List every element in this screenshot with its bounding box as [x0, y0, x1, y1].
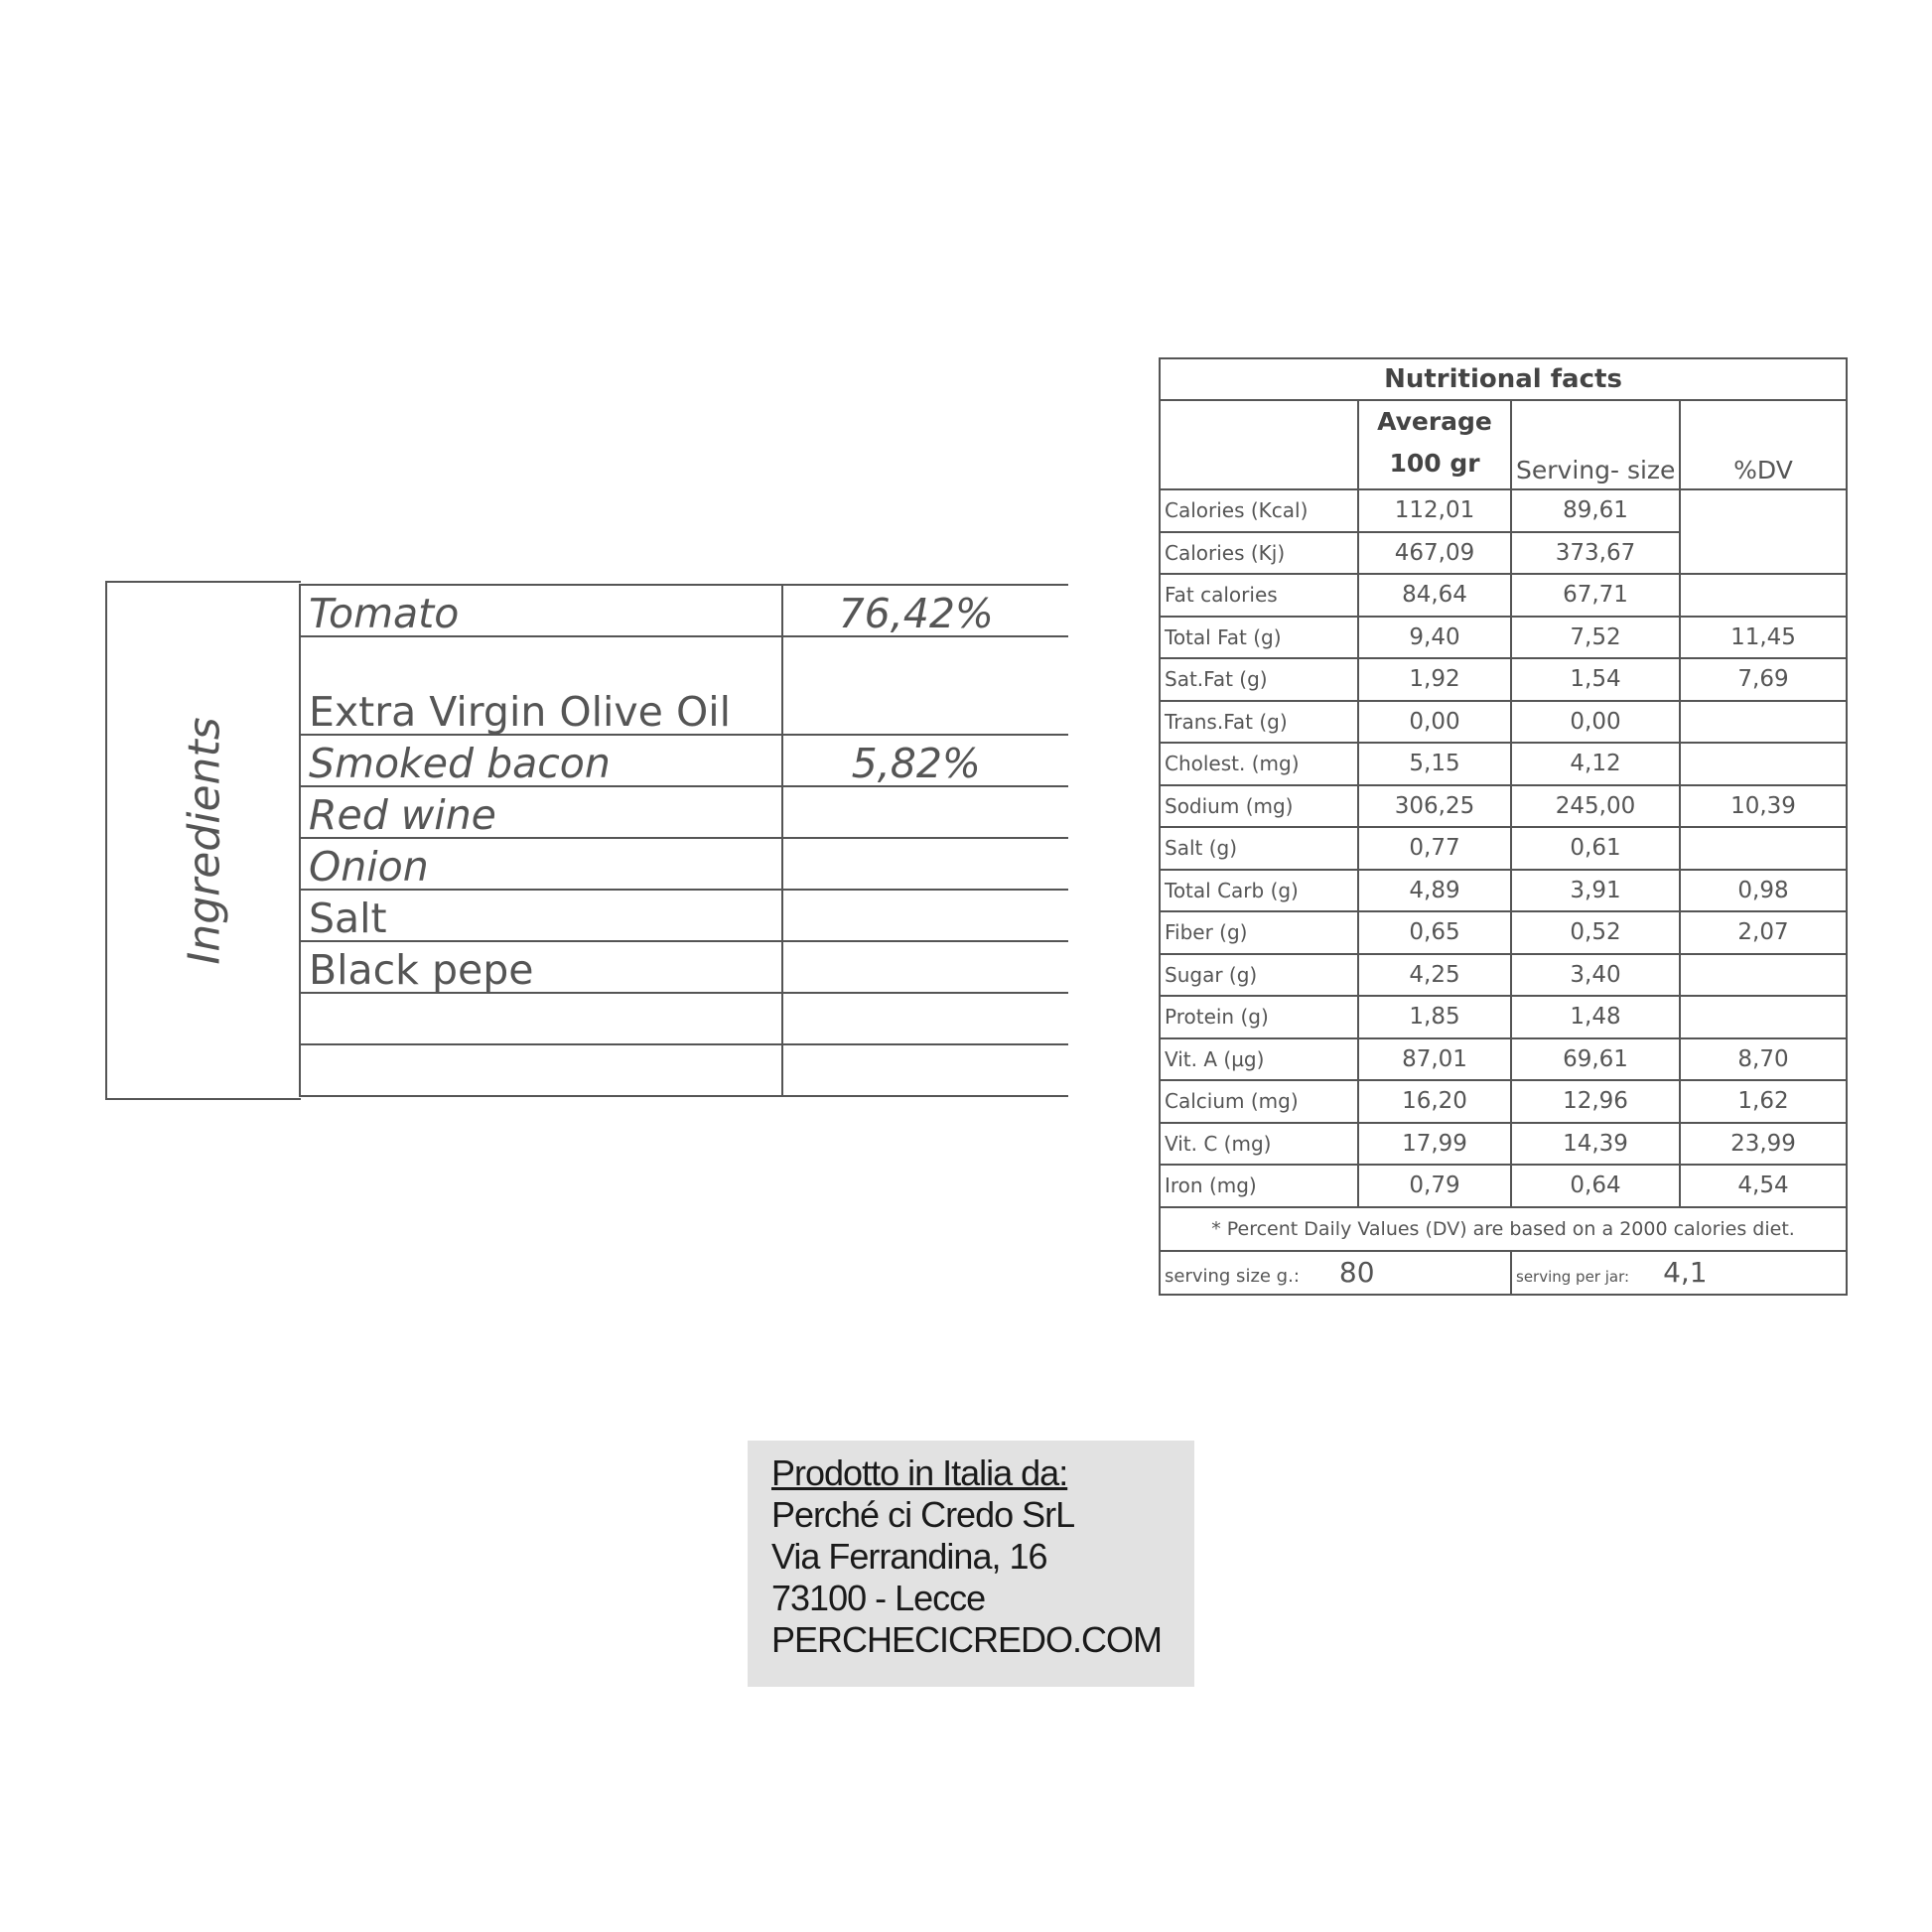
nutrient-average: 87,01 [1358, 1038, 1511, 1081]
ingredient-name: Tomato [300, 585, 782, 636]
nutrient-dv: 8,70 [1680, 1038, 1847, 1081]
nutrient-dv [1680, 489, 1847, 532]
header-dv: %DV [1680, 400, 1847, 489]
nutrient-average: 1,85 [1358, 996, 1511, 1038]
nutrient-average: 0,00 [1358, 701, 1511, 744]
nutrient-average: 4,89 [1358, 870, 1511, 912]
producer-company: Perché ci Credo SrL [771, 1494, 1075, 1535]
serving-size-cell [1160, 1251, 1511, 1295]
ingredient-name [300, 993, 782, 1044]
ingredient-percent [782, 1044, 1068, 1096]
serving-info-row [1160, 1251, 1847, 1295]
nutrient-dv: 11,45 [1680, 617, 1847, 659]
ingredients-side-panel [105, 581, 301, 1100]
nutrient-dv [1680, 701, 1847, 744]
nutrition-row [1160, 827, 1847, 870]
nutrient-average: 9,40 [1358, 617, 1511, 659]
nutrient-average: 84,64 [1358, 574, 1511, 617]
header-average-line1: Average [1377, 407, 1492, 436]
nutrient-serving: 14,39 [1511, 1123, 1680, 1166]
nutrient-dv [1680, 954, 1847, 997]
nutrition-row [1160, 532, 1847, 575]
nutrition-note-row [1160, 1207, 1847, 1251]
nutrient-average: 467,09 [1358, 532, 1511, 575]
nutrient-serving: 0,61 [1511, 827, 1680, 870]
nutrition-rows [1160, 489, 1847, 1207]
header-average-line2: 100 gr [1389, 449, 1480, 478]
nutrient-average: 17,99 [1358, 1123, 1511, 1166]
nutrition-row [1160, 489, 1847, 532]
nutrition-title: Nutritional facts [1160, 358, 1847, 400]
nutrient-label: Fiber (g) [1160, 911, 1358, 954]
ingredient-percent [782, 941, 1068, 993]
ingredient-name: Extra Virgin Olive Oil [300, 636, 782, 735]
ingredient-row [300, 838, 1068, 890]
nutrient-average: 1,92 [1358, 658, 1511, 701]
nutrient-serving: 7,52 [1511, 617, 1680, 659]
ingredients-list [299, 584, 1068, 1097]
ingredient-row [300, 585, 1068, 636]
nutrient-dv: 10,39 [1680, 785, 1847, 828]
ingredient-name: Onion [300, 838, 782, 890]
ingredient-name: Black pepe [300, 941, 782, 993]
nutrient-serving: 89,61 [1511, 489, 1680, 532]
nutrition-grid [1159, 357, 1848, 1296]
nutrition-facts-table [1159, 357, 1846, 1296]
nutrition-header-row [1160, 400, 1847, 489]
ingredient-name [300, 1044, 782, 1096]
nutrient-label: Vit. A (µg) [1160, 1038, 1358, 1081]
serving-per-jar-cell [1511, 1251, 1847, 1295]
nutrition-title-row [1160, 358, 1847, 400]
nutrient-serving: 245,00 [1511, 785, 1680, 828]
nutrition-row [1160, 785, 1847, 828]
nutrient-dv [1680, 827, 1847, 870]
ingredient-percent [782, 993, 1068, 1044]
ingredient-percent [782, 636, 1068, 735]
producer-website: PERCHECICREDO.COM [771, 1619, 1163, 1660]
serving-size-value: 80 [1338, 1256, 1375, 1289]
nutrient-label: Trans.Fat (g) [1160, 701, 1358, 744]
ingredient-percent: 5,82% [782, 735, 1068, 786]
nutrient-label: Sugar (g) [1160, 954, 1358, 997]
nutrient-serving: 1,54 [1511, 658, 1680, 701]
nutrient-serving: 0,52 [1511, 911, 1680, 954]
ingredient-row [300, 993, 1068, 1044]
nutrient-serving: 12,96 [1511, 1080, 1680, 1123]
nutrient-serving: 1,48 [1511, 996, 1680, 1038]
header-empty-cell [1160, 400, 1358, 489]
nutrient-serving: 0,64 [1511, 1165, 1680, 1207]
nutrient-dv [1680, 532, 1847, 575]
nutrient-label: Total Fat (g) [1160, 617, 1358, 659]
nutrient-label: Fat calories [1160, 574, 1358, 617]
ingredient-row [300, 735, 1068, 786]
nutrition-row [1160, 1038, 1847, 1081]
nutrient-average: 5,15 [1358, 743, 1511, 785]
producer-heading: Prodotto in Italia da: [771, 1452, 1068, 1493]
header-serving-size: Serving- size [1511, 400, 1680, 489]
nutrient-average: 0,77 [1358, 827, 1511, 870]
ingredient-percent: 76,42% [782, 585, 1068, 636]
nutrient-dv: 0,98 [1680, 870, 1847, 912]
dv-footnote: * Percent Daily Values (DV) are based on a 2000 calories diet. [1160, 1207, 1847, 1251]
serving-size-label: serving size g.: [1165, 1266, 1300, 1287]
nutrient-average: 4,25 [1358, 954, 1511, 997]
nutrient-label: Sodium (mg) [1160, 785, 1358, 828]
nutrient-label: Calories (Kj) [1160, 532, 1358, 575]
nutrient-serving: 3,91 [1511, 870, 1680, 912]
serving-per-jar-label: serving per jar: [1516, 1268, 1630, 1286]
producer-street: Via Ferrandina, 16 [771, 1536, 1047, 1577]
nutrition-row [1160, 617, 1847, 659]
nutrient-average: 112,01 [1358, 489, 1511, 532]
nutrient-dv: 2,07 [1680, 911, 1847, 954]
nutrition-row [1160, 1123, 1847, 1166]
ingredient-name: Smoked bacon [300, 735, 782, 786]
nutrition-row [1160, 954, 1847, 997]
nutrition-row [1160, 1080, 1847, 1123]
nutrition-row [1160, 701, 1847, 744]
ingredients-heading: Ingredients [179, 716, 229, 965]
nutrient-dv [1680, 743, 1847, 785]
nutrition-row [1160, 658, 1847, 701]
nutrient-label: Iron (mg) [1160, 1165, 1358, 1207]
nutrient-label: Salt (g) [1160, 827, 1358, 870]
ingredient-percent [782, 786, 1068, 838]
ingredient-row [300, 786, 1068, 838]
nutrient-label: Cholest. (mg) [1160, 743, 1358, 785]
nutrient-label: Sat.Fat (g) [1160, 658, 1358, 701]
nutrient-average: 306,25 [1358, 785, 1511, 828]
producer-city: 73100 - Lecce [771, 1578, 986, 1618]
nutrient-serving: 69,61 [1511, 1038, 1680, 1081]
nutrient-label: Calories (Kcal) [1160, 489, 1358, 532]
nutrition-row [1160, 996, 1847, 1038]
nutrient-dv [1680, 574, 1847, 617]
nutrient-serving: 4,12 [1511, 743, 1680, 785]
nutrient-label: Calcium (mg) [1160, 1080, 1358, 1123]
nutrient-serving: 0,00 [1511, 701, 1680, 744]
ingredient-row [300, 941, 1068, 993]
header-average [1358, 400, 1511, 489]
nutrition-row [1160, 1165, 1847, 1207]
nutrient-serving: 373,67 [1511, 532, 1680, 575]
nutrient-average: 0,79 [1358, 1165, 1511, 1207]
nutrient-label: Protein (g) [1160, 996, 1358, 1038]
nutrient-dv: 23,99 [1680, 1123, 1847, 1166]
nutrient-dv: 7,69 [1680, 658, 1847, 701]
ingredient-percent [782, 838, 1068, 890]
nutrient-dv: 4,54 [1680, 1165, 1847, 1207]
nutrient-label: Vit. C (mg) [1160, 1123, 1358, 1166]
nutrient-average: 0,65 [1358, 911, 1511, 954]
ingredient-row [300, 636, 1068, 735]
serving-per-jar-value: 4,1 [1663, 1256, 1708, 1289]
producer-label [748, 1441, 1194, 1687]
nutrient-serving: 3,40 [1511, 954, 1680, 997]
ingredient-row [300, 1044, 1068, 1096]
nutrition-row [1160, 870, 1847, 912]
nutrition-row [1160, 911, 1847, 954]
nutrition-row [1160, 574, 1847, 617]
ingredient-percent [782, 890, 1068, 941]
nutrition-row [1160, 743, 1847, 785]
ingredient-row [300, 890, 1068, 941]
nutrient-label: Total Carb (g) [1160, 870, 1358, 912]
nutrient-dv: 1,62 [1680, 1080, 1847, 1123]
ingredient-name: Red wine [300, 786, 782, 838]
nutrient-average: 16,20 [1358, 1080, 1511, 1123]
ingredient-name: Salt [300, 890, 782, 941]
nutrient-dv [1680, 996, 1847, 1038]
nutrient-serving: 67,71 [1511, 574, 1680, 617]
ingredients-table [105, 581, 1068, 1099]
